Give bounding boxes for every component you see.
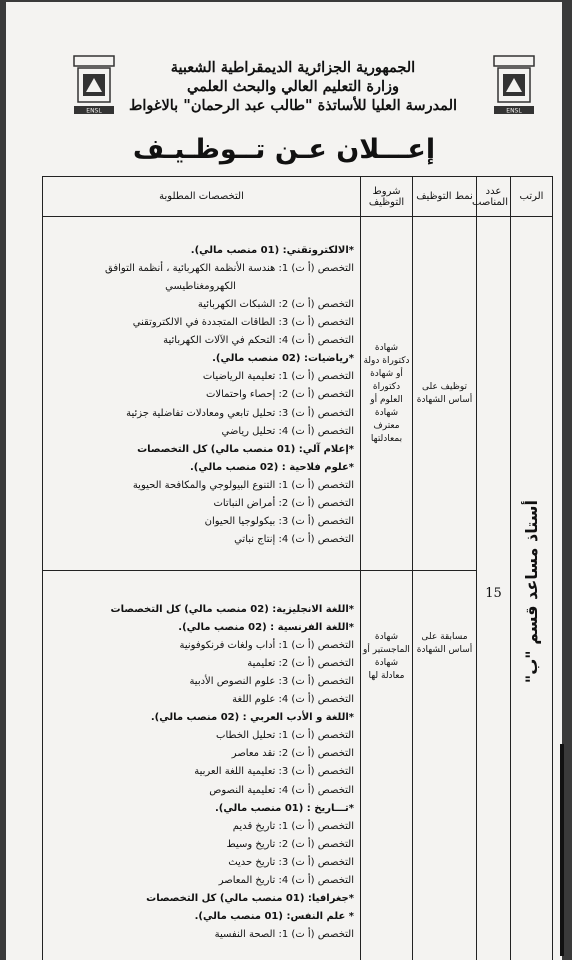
school-emblem-icon [490, 52, 538, 118]
list-item: التخصص (أ ت) 2: أمراض النباتات [213, 498, 354, 510]
list-item: *الالكتروتقني: (01 منصب مالي). [190, 244, 354, 256]
list-item: التخصص (أ ت) 2: إحصاء واحتمالات [206, 389, 354, 401]
svg-text:ENSL: ENSL [506, 107, 522, 115]
header-school: المدرسة العليا للأساتذة "طالب عبد الرحمان" بالاغواط [128, 97, 458, 114]
list-item: التخصص (أ ت) 3: بيكولوجيا الحيوان [204, 516, 354, 528]
list-item: *إعلام آلي: (01 منصب مالي) كل التخصصات [137, 443, 354, 455]
list-item: *تـــاريخ : (01 منصب مالي). [214, 802, 354, 814]
specialties-cell-group1 [43, 217, 361, 571]
table-header-row [43, 177, 553, 217]
list-item: التخصص (أ ت) 2: الشبكات الكهربائية [197, 298, 354, 310]
mode-cell-group2: مسابقة على أساس الشهادة [413, 571, 477, 960]
rank-cell [511, 217, 553, 960]
mode-cell-group1: توظيف على أساس الشهادة [413, 217, 477, 571]
list-item: التخصص (أ ت) 3: تعليمية اللغة العربية [194, 766, 354, 778]
institution-header [128, 58, 458, 115]
list-item: التخصص (أ ت) 4: تاريخ المعاصر [218, 875, 354, 887]
list-item: *اللغة الانجليزية: (02 منصب مالي) كل التخصصات [110, 603, 354, 615]
table-row [43, 217, 553, 571]
list-item: التخصص (أ ت) 1: أداب ولغات فرنكوفونية [179, 639, 354, 651]
rank-value: أستاذ مساعد قسم "ب" [522, 499, 541, 684]
list-item: التخصص (أ ت) 3: تاريخ حديث [228, 856, 354, 868]
list-item: التخصص (أ ت) 4: تحليل رياضي [221, 425, 354, 437]
list-item: التخصص (أ ت) 1: التنوع البيولوجي والمكافحة الحيوية [132, 479, 354, 491]
announcement-title: إعـــلان عـن تــوظـيـف [132, 134, 436, 165]
list-item: التخصص (أ ت) 1: تاريخ قديم [232, 820, 354, 832]
positions-count-cell [477, 217, 511, 960]
list-item: التخصص (أ ت) 3: علوم النصوص الأدبية [189, 675, 354, 687]
header-ministry: وزارة التعليم العالي والبحث العلمي [187, 78, 399, 95]
list-item: التخصص (أ ت) 4: التحكم في الآلات الكهربائية [163, 335, 354, 347]
list-item: التخصص (أ ت) 3: تحليل تابعي ومعادلات تفاضلية جزئية [126, 407, 354, 419]
header-mode: نمط التوظيف [413, 177, 477, 217]
school-emblem-icon [70, 52, 118, 118]
edge-divider [560, 744, 564, 956]
document-page [6, 2, 562, 960]
list-item: التخصص (أ ت) 2: نقد معاصر [231, 748, 354, 760]
list-item: *اللغة و الأدب العربي : (02 منصب مالي). [150, 712, 354, 724]
list-item: *رياضيات: (02 منصب مالي). [212, 353, 354, 365]
header-republic: الجمهورية الجزائرية الديمقراطية الشعبية [170, 59, 416, 76]
header-count: عدد المناصب [477, 177, 511, 217]
header-specialties: التخصصات المطلوبة [43, 177, 361, 217]
list-item: التخصص (أ ت) 1: هندسة الأنظمة الكهربائية ، أنظمة التوافق [105, 262, 354, 274]
list-item: *علوم فلاحية : (02 منصب مالي). [189, 461, 354, 473]
conditions-cell-group1: شهادة دكتوراة دولة أو شهادة دكتوراة العلوم أو شهادة معترف بمعادلتها [361, 217, 413, 571]
list-item: التخصص (أ ت) 1: تعليمية الرياضيات [202, 371, 354, 383]
list-item: الكهرومغناطيسي [165, 280, 236, 292]
list-item: *اللغة الفرنسية : (02 منصب مالي). [178, 621, 354, 633]
list-item: التخصص (أ ت) 1: الصحة النفسية [214, 929, 354, 941]
specialties-cell-group2 [43, 571, 361, 960]
list-item: التخصص (أ ت) 4: علوم اللغة [232, 694, 354, 706]
positions-count: 15 [485, 586, 502, 601]
school-logo-right [490, 52, 538, 118]
list-item: التخصص (أ ت) 3: الطاقات المتجددة في الالكتروتقني [132, 317, 354, 329]
school-logo-left [70, 52, 118, 118]
table-row [43, 571, 553, 960]
recruitment-table [42, 176, 553, 960]
header-rank: الرتب [511, 177, 553, 217]
svg-text:ENSL: ENSL [86, 107, 102, 115]
list-item: *جغرافيا: (01 منصب مالي) كل التخصصات [146, 893, 354, 905]
list-item: التخصص (أ ت) 2: تعليمية [247, 657, 354, 669]
header-conditions: شروط التوظيف [361, 177, 413, 217]
list-item: التخصص (أ ت) 2: تاريخ وسيط [226, 838, 354, 850]
letterhead [6, 2, 562, 124]
list-item: التخصص (أ ت) 1: تحليل الخطاب [216, 730, 354, 742]
list-item: * علم النفس: (01 منصب مالي). [194, 911, 354, 923]
list-item: التخصص (أ ت) 4: تعليمية النصوص [209, 784, 354, 796]
list-item: التخصص (أ ت) 4: إنتاج نباتي [234, 534, 354, 546]
conditions-cell-group2: شهادة الماجستير أو شهادة معادلة لها [361, 571, 413, 960]
